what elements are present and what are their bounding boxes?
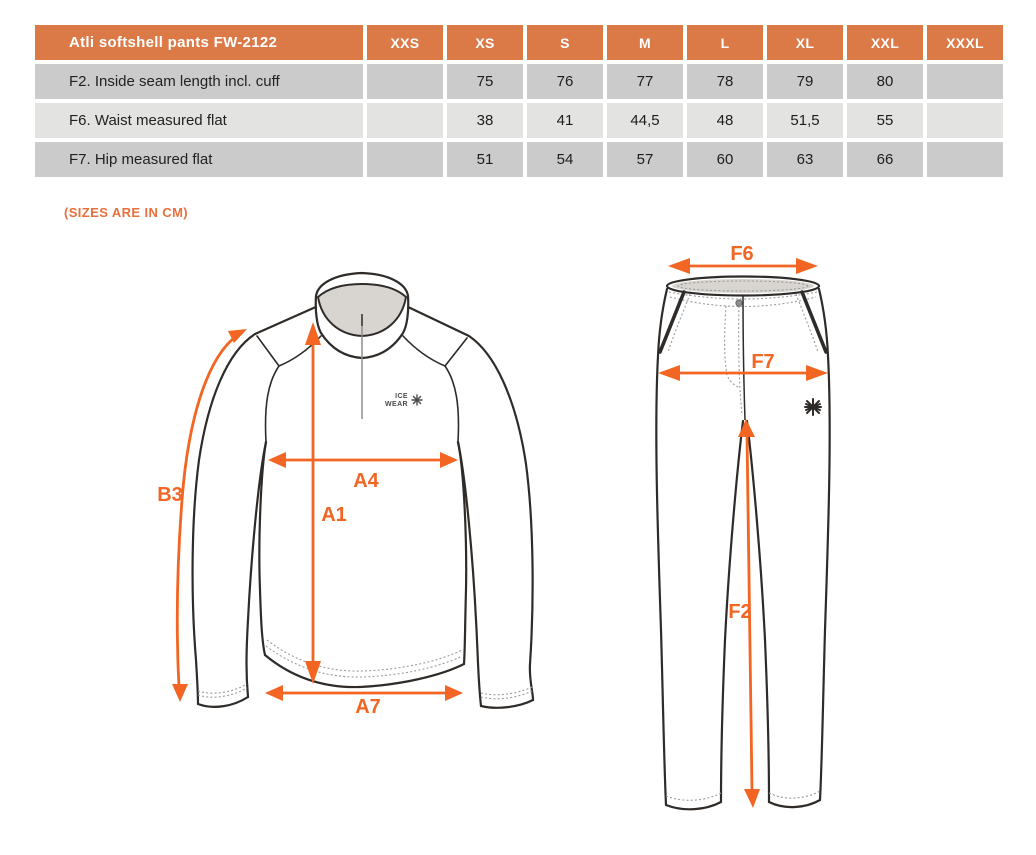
f2-label: F2 [728,601,752,623]
shirt-right-cuff-stitch [481,687,532,699]
cell-value: 51,5 [767,103,843,138]
pants-fly-stitch [725,306,742,415]
table-row-hip [35,142,1003,177]
shirt-hem-stitch [266,640,462,677]
cell-value: 44,5 [607,103,683,138]
pants-waist-opening [672,279,814,293]
pants-right-hem-stitch [769,791,820,798]
shirt-right-sleeve-outer [469,336,533,700]
size-header-xxxl: XXXL [927,25,1003,60]
size-header-m: M [607,25,683,60]
cell-value: 41 [527,103,603,138]
cell-value [927,142,1003,177]
pants-left-hem-stitch [666,793,721,800]
shirt-left-raglan-seam [257,336,321,442]
f6-label: F6 [730,243,754,265]
pants-snowflake-icon [805,399,821,415]
cell-value: 51 [447,142,523,177]
cell-value [927,64,1003,99]
size-table [31,21,1007,181]
shirt-right-cuff [481,700,533,708]
table-header-row [35,25,1003,60]
cell-value [367,64,443,99]
row-label: F6. Waist measured flat [35,103,363,138]
cell-value: 77 [607,64,683,99]
table-row-inseam [35,64,1003,99]
cell-value [927,103,1003,138]
cell-value: 48 [687,103,763,138]
logo-text-wear: WEAR [385,401,408,408]
table-row-waist [35,103,1003,138]
shirt-hem [265,655,464,687]
logo-text-ice: ICE [395,393,408,400]
a1-label: A1 [321,504,347,526]
pants-drawing [656,243,829,809]
shirt-left-shoulder [255,306,318,334]
size-header-xxs: XXS [367,25,443,60]
row-label: F7. Hip measured flat [35,142,363,177]
cell-value: 79 [767,64,843,99]
cell-value: 76 [527,64,603,99]
a4-label: A4 [353,470,379,492]
cell-value: 54 [527,142,603,177]
size-header-xl: XL [767,25,843,60]
cell-value [367,142,443,177]
a7-label: A7 [355,696,381,718]
pants-left-side [656,289,667,805]
pants-left-hem [666,802,721,809]
shirt-right-raglan-seam [403,336,467,442]
cell-value: 60 [687,142,763,177]
f7-label: F7 [751,351,775,373]
a4-arrow [268,452,458,468]
product-title: Atli softshell pants FW-2122 [35,25,363,60]
size-header-xs: XS [447,25,523,60]
size-header-s: S [527,25,603,60]
shirt-left-sleeve-inner [247,442,267,697]
cell-value: 78 [687,64,763,99]
shirt-left-cuff [198,697,248,707]
shirt-drawing [157,273,533,718]
a1-arrow [305,322,321,684]
b3-label: B3 [157,484,183,506]
garment-diagrams [0,238,1036,855]
cell-value: 63 [767,142,843,177]
b3-arrow [172,329,247,702]
cell-value: 57 [607,142,683,177]
units-note: (SIZES ARE IN CM) [64,205,189,220]
pants-button [736,300,742,306]
cell-value: 80 [847,64,923,99]
cell-value: 55 [847,103,923,138]
size-header-xxl: XXL [847,25,923,60]
pants-center-front-seam [743,295,745,420]
row-label: F2. Inside seam length incl. cuff [35,64,363,99]
shirt-right-shoulder [406,306,469,336]
pants-right-side [819,289,830,800]
pants-right-hem [769,800,820,807]
cell-value: 75 [447,64,523,99]
size-header-l: L [687,25,763,60]
cell-value: 66 [847,142,923,177]
cell-value: 38 [447,103,523,138]
logo-snowflake-icon [412,395,422,405]
shirt-brand-logo [385,393,422,408]
cell-value [367,103,443,138]
shirt-left-cuff-stitch [198,684,247,697]
shirt-body-right [458,442,466,664]
